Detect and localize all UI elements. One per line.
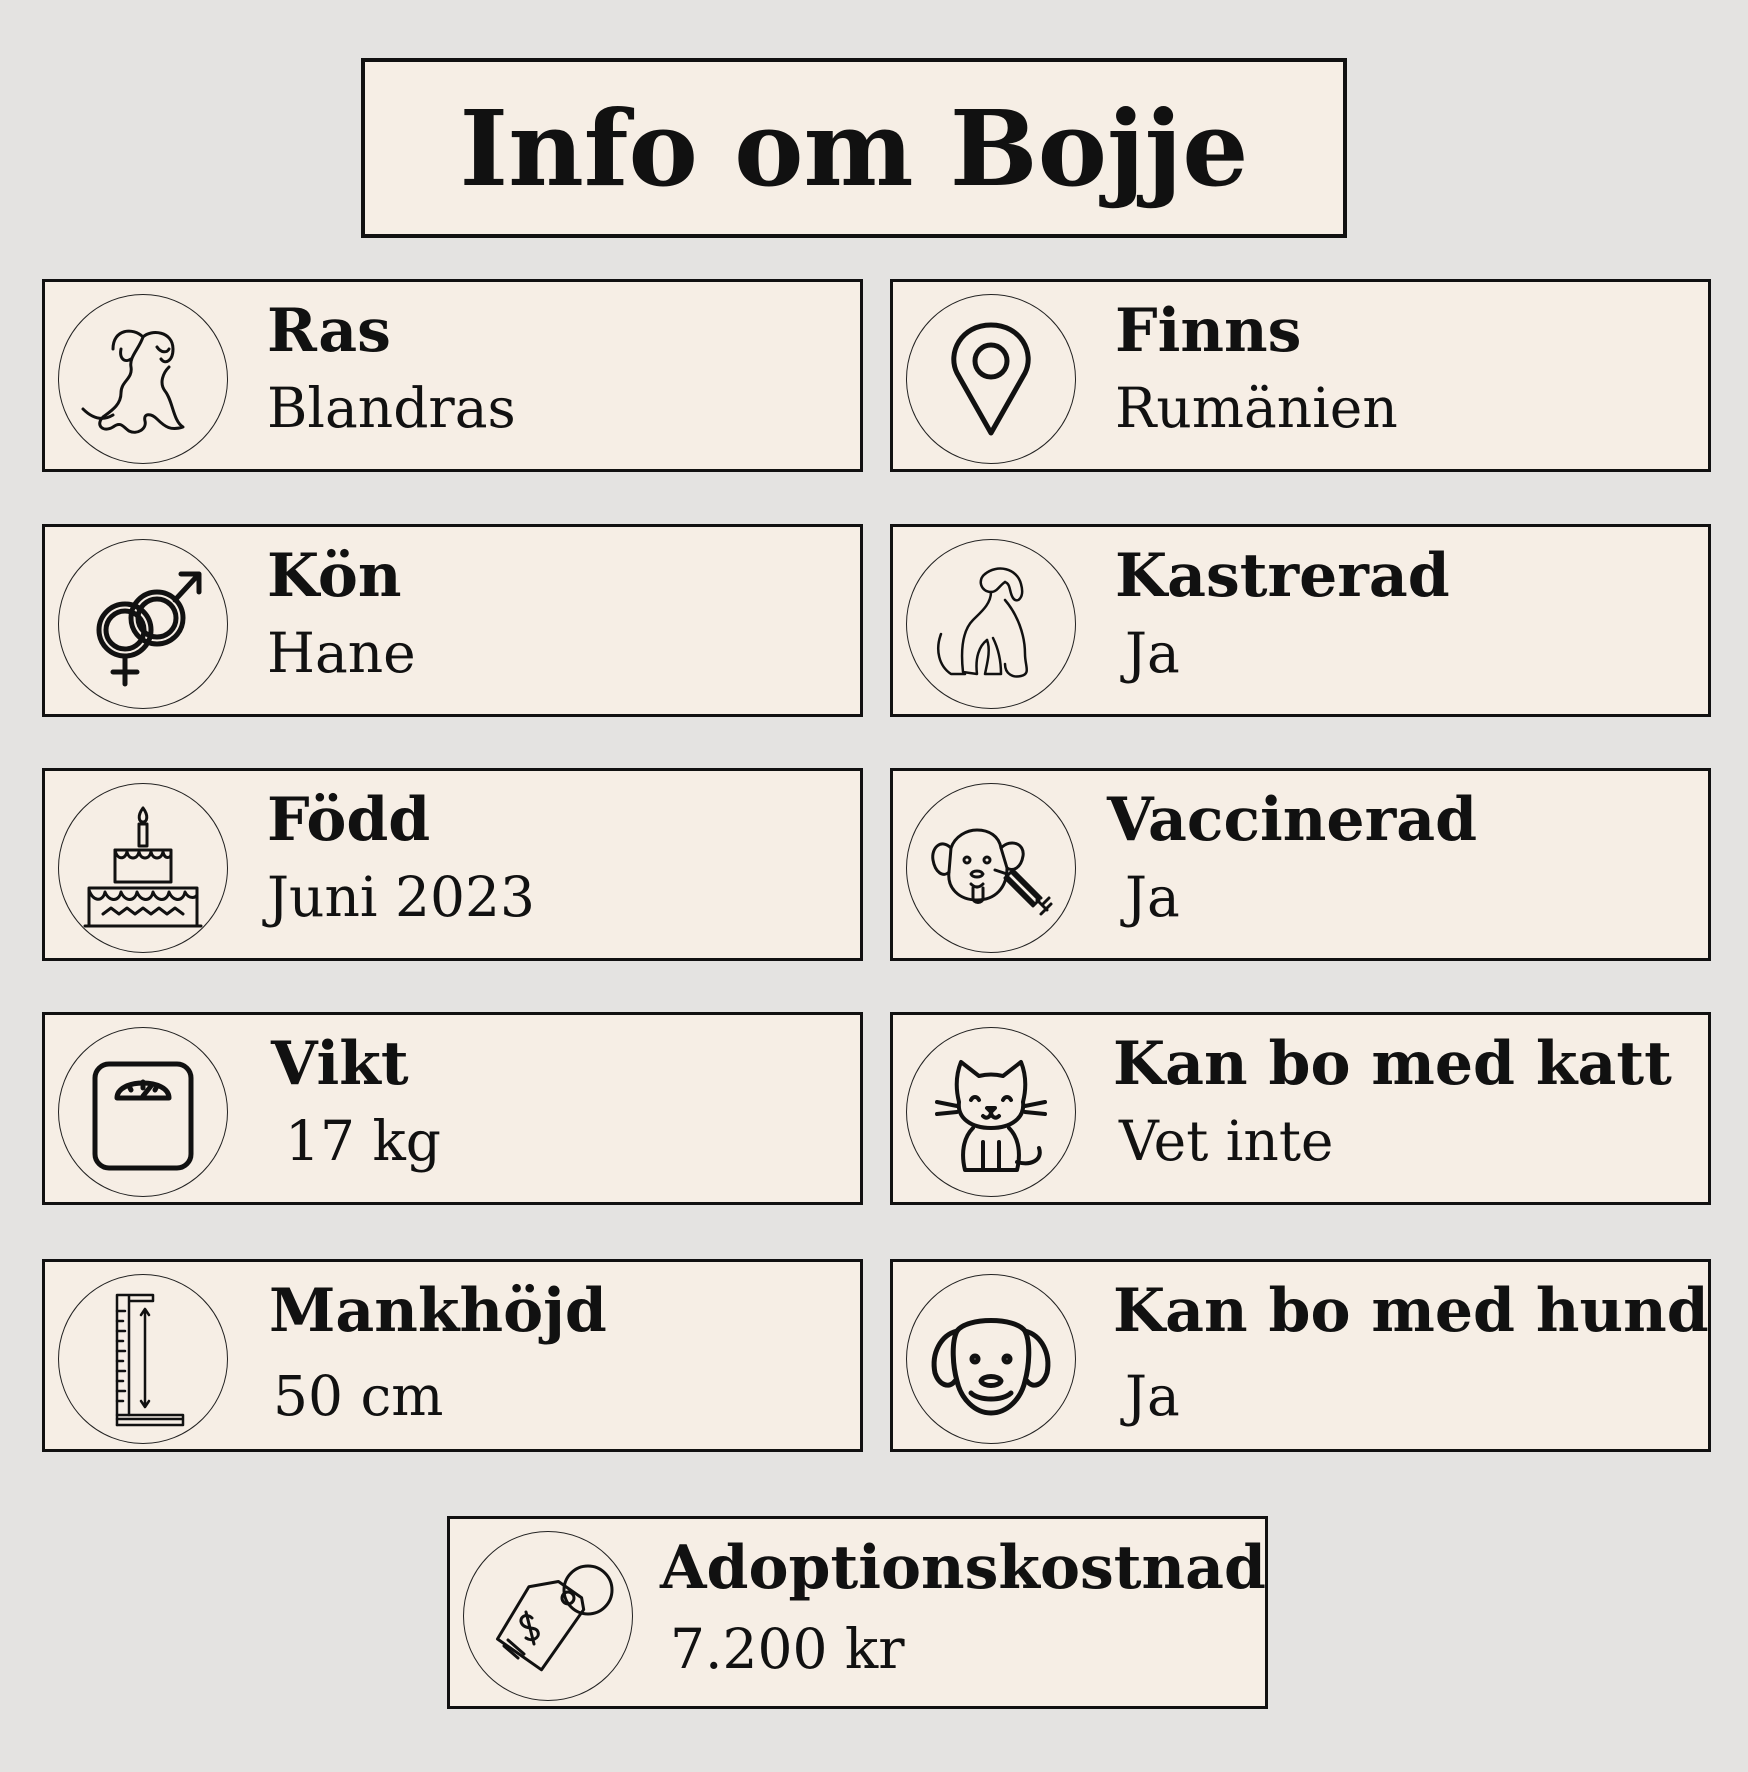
cat-icon — [906, 1027, 1076, 1197]
card-value: Blandras — [267, 376, 516, 440]
card-value: 7.200 kr — [670, 1617, 905, 1681]
card-finns — [890, 279, 1711, 472]
card-label: Kastrerad — [1115, 541, 1450, 611]
height-ruler-icon — [58, 1274, 228, 1444]
card-vikt — [42, 1012, 863, 1205]
card-value: 17 kg — [285, 1109, 442, 1173]
card-label: Kan bo med hund — [1113, 1276, 1709, 1346]
card-value: Juni 2023 — [267, 865, 535, 929]
location-pin-icon — [906, 294, 1076, 464]
card-kon — [42, 524, 863, 717]
card-value: Vet inte — [1119, 1109, 1334, 1173]
card-label: Kön — [267, 541, 402, 611]
card-fodd — [42, 768, 863, 961]
card-value: Ja — [1125, 621, 1180, 685]
sitting-dog-icon — [906, 539, 1076, 709]
card-katt — [890, 1012, 1711, 1205]
dog-vaccine-icon — [906, 783, 1076, 953]
gender-symbols-icon — [58, 539, 228, 709]
page-title: Info om Bojje — [459, 86, 1249, 210]
card-value: Hane — [267, 621, 416, 685]
card-adoptionskostnad — [447, 1516, 1268, 1709]
title-box — [361, 58, 1347, 238]
card-label: Vaccinerad — [1107, 785, 1478, 855]
card-value: Ja — [1125, 865, 1180, 929]
card-label: Finns — [1115, 296, 1302, 366]
card-value: Ja — [1125, 1364, 1180, 1428]
dog-face-icon — [906, 1274, 1076, 1444]
price-tag-icon — [463, 1531, 633, 1701]
card-label: Kan bo med katt — [1113, 1029, 1672, 1099]
card-label: Adoptionskostnad — [660, 1533, 1266, 1603]
card-label: Vikt — [271, 1029, 409, 1099]
card-kastrerad — [890, 524, 1711, 717]
birthday-cake-icon — [58, 783, 228, 953]
scale-icon — [58, 1027, 228, 1197]
card-label: Född — [267, 785, 431, 855]
card-vaccinerad — [890, 768, 1711, 961]
card-hund — [890, 1259, 1711, 1452]
card-ras — [42, 279, 863, 472]
card-mankhojd — [42, 1259, 863, 1452]
card-label: Mankhöjd — [269, 1276, 607, 1346]
card-label: Ras — [267, 296, 391, 366]
card-value: 50 cm — [273, 1364, 444, 1428]
dog-line-icon — [58, 294, 228, 464]
card-value: Rumänien — [1115, 376, 1398, 440]
